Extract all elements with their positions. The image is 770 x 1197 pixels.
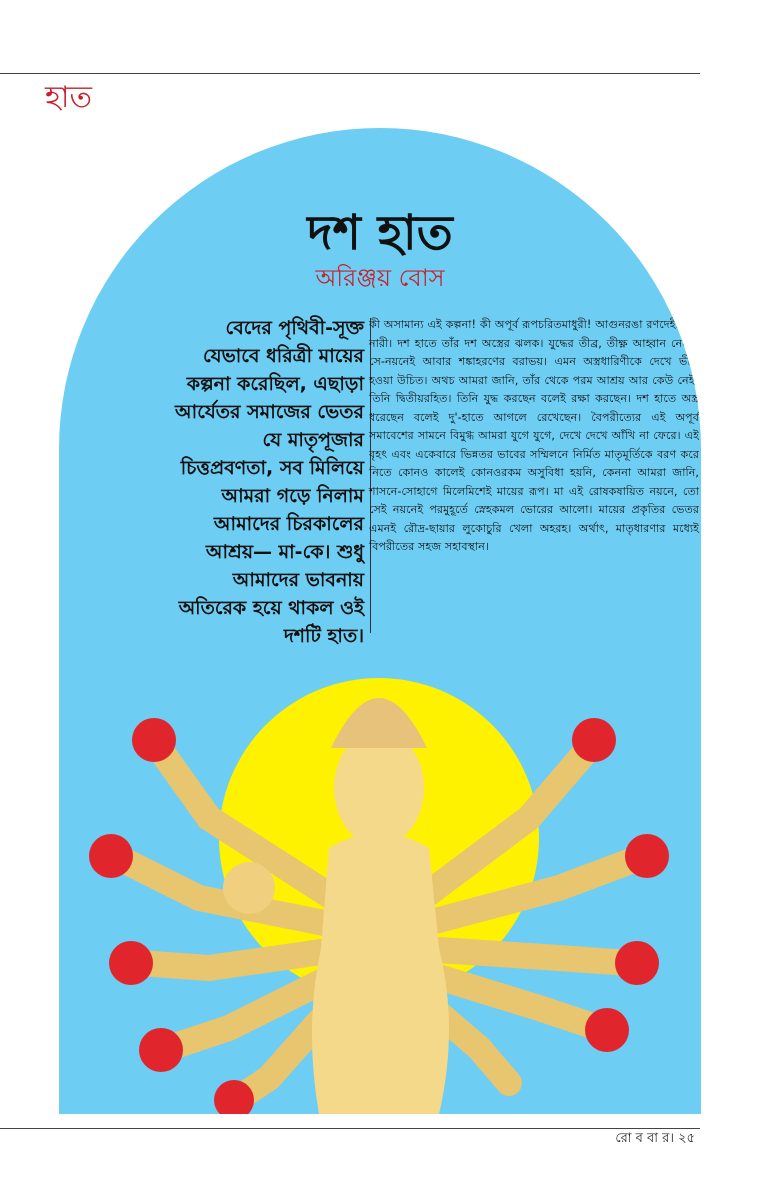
durga-statue-illustration (59, 128, 701, 1114)
top-rule (0, 73, 700, 74)
page-folio: রো ব বা র। ২৫ (615, 1131, 695, 1146)
article-title: দশ হাত (307, 205, 453, 261)
torso (312, 833, 449, 1114)
section-tag: হাত (45, 80, 92, 115)
front-fist (223, 862, 275, 914)
lede-text: বেদের পৃথিবী-সূক্ত যেভাবে ধরিত্রী মায়ের কল্পনা করেছিল, এছাড়া আর্যেতর সমাজের ভেতর যে মাতৃপূজার চিত্তপ্রবণতা, সব মিলিয়ে আমরা গড়ে নিলাম আমাদের চিরকালের আশ্রয়— মা-কে। শুধু আমাদের ভাবনায় অতিরেক হয়ে থাকল ওই দশটি হাত। (175, 317, 364, 647)
author-byline: অরিঞ্জয় বোস (315, 264, 445, 292)
arch-panel (59, 128, 701, 1114)
body-text: কী অসামান্য এই কল্পনা! কী অপূর্ব রূপচরিতমাধুরী! আগুনরঙা রণদেহী এক নারী। দশ হাতে তাঁর দশ অস্ত্রের ঝলক। যুদ্ধের তীব্র, তীক্ষ্ণ আহ্বান নেত্রে। সে-নয়নেই আবার শঙ্কাহরণের বরাভয়। এমন অস্ত্রধারিণীকে দেখে ভীত হওয়া উচিত। অথচ আমরা জানি, তাঁর থেকে পরম আশ্রয় আর কেউ নেই! তিনি দ্বিতীয়রহিত। তিনি যুদ্ধ করছেন বলেই রক্ষা করছেন। দশ হাতে অস্ত্র ধরেছেন বলেই দু'-হাতে আগলে রেখেছেন। বৈপরীত্যের এই অপূর্ব সমাবেশের সামনে বিমুগ্ধ আমরা যুগে যুগে, দেখে দেখে আঁখি না ফেরে। এই বৃহৎ এবং একেবারে ভিন্নতর ভাবের সম্মিলনে নির্মিত মাতৃমূর্তিকে বরণ করে নিতে কোনও কালেই কোনওরকম অসুবিধা হয়নি, কেননা আমরা জানি, শাসনে-সোহাগে মিলেমিশেই মায়ের রূপ। মা এই রোষকষায়িত নয়নে, তো সেই নয়নেই পরমুহূর্তে স্নেহকমল ভোরের আলো। মায়ের প্রকৃতির ভেতর এমনই রৌদ্র-ছায়ার লুকোচুরি খেলা অহরহ। অর্থাৎ, মাতৃধারণার মধ্যেই বিপরীতের সহজ সহাবস্থান। (369, 318, 699, 553)
bottom-rule (0, 1128, 700, 1129)
